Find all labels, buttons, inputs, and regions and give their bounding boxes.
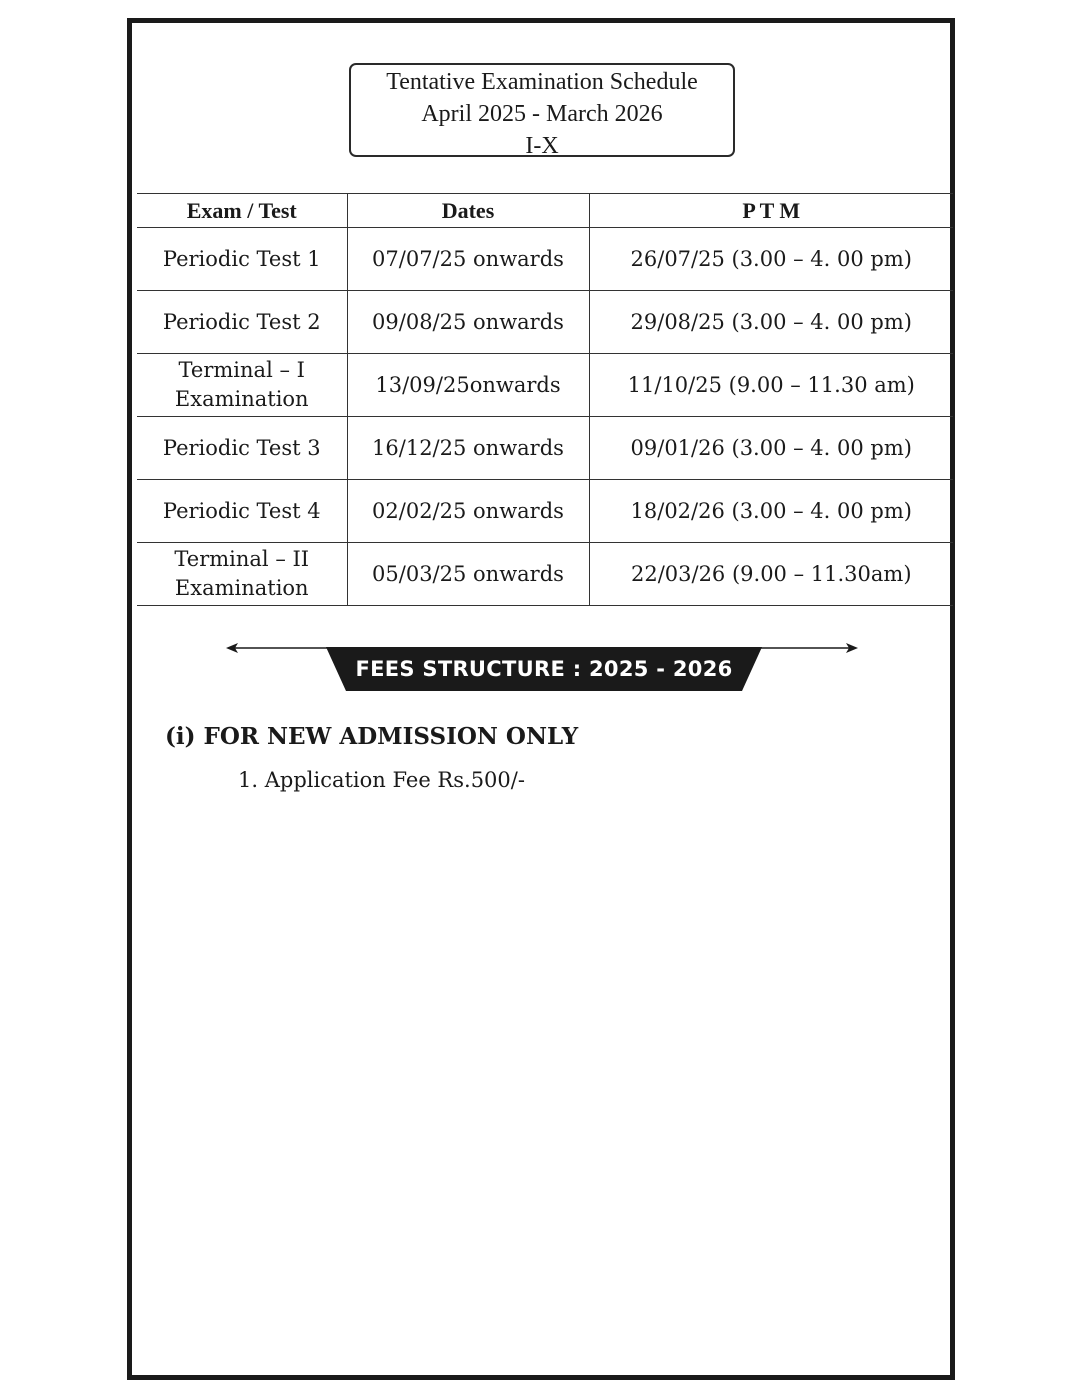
table-row	[137, 354, 953, 417]
column-header-dates: Dates	[347, 194, 589, 228]
column-header-exam: Exam / Test	[137, 194, 347, 228]
dates-cell: 09/08/25 onwards	[347, 291, 589, 354]
exam-name-line2: Examination	[174, 387, 309, 411]
fees-banner-label: FEES STRUCTURE : 2025 - 2026	[355, 657, 733, 681]
list-item: 1. Application Fee Rs.500/-	[238, 768, 525, 792]
exam-cell	[137, 417, 347, 480]
schedule-title: Tentative Examination Schedule	[386, 69, 698, 95]
exam-cell	[137, 291, 347, 354]
exam-cell	[137, 480, 347, 543]
fees-structure-banner	[326, 647, 762, 691]
ptm-cell: 29/08/25 (3.00 – 4. 00 pm)	[589, 291, 953, 354]
ptm-cell: 26/07/25 (3.00 – 4. 00 pm)	[589, 228, 953, 291]
table-row	[137, 291, 953, 354]
exam-name: Terminal – I	[178, 358, 305, 382]
exam-cell	[137, 354, 347, 417]
column-header-ptm: P T M	[589, 194, 953, 228]
dates-cell: 07/07/25 onwards	[347, 228, 589, 291]
ptm-cell: 18/02/26 (3.00 – 4. 00 pm)	[589, 480, 953, 543]
ptm-cell: 09/01/26 (3.00 – 4. 00 pm)	[589, 417, 953, 480]
ptm-cell: 22/03/26 (9.00 – 11.30am)	[589, 543, 953, 606]
dates-cell: 16/12/25 onwards	[347, 417, 589, 480]
dates-cell: 02/02/25 onwards	[347, 480, 589, 543]
exam-name: Periodic Test 4	[162, 498, 321, 523]
exam-name: Terminal – II	[174, 547, 310, 571]
exam-cell	[137, 228, 347, 291]
table-row	[137, 480, 953, 543]
dates-cell: 05/03/25 onwards	[347, 543, 589, 606]
schedule-period: April 2025 - March 2026	[421, 101, 663, 127]
dates-cell: 13/09/25onwards	[347, 354, 589, 417]
table-header-row	[137, 194, 953, 228]
schedule-title-box	[349, 63, 735, 157]
table-row	[137, 543, 953, 606]
exam-name: Periodic Test 3	[162, 435, 321, 460]
schedule-classes: I-X	[525, 133, 559, 159]
new-admission-heading: (i) FOR NEW ADMISSION ONLY	[165, 723, 579, 750]
table-row	[137, 228, 953, 291]
ptm-cell: 11/10/25 (9.00 – 11.30 am)	[589, 354, 953, 417]
exam-name: Periodic Test 2	[162, 309, 321, 334]
table-row	[137, 417, 953, 480]
page-frame	[127, 18, 955, 1380]
exam-cell	[137, 543, 347, 606]
exam-name: Periodic Test 1	[162, 246, 321, 271]
exam-schedule-table	[137, 193, 953, 606]
exam-name-line2: Examination	[174, 576, 309, 600]
